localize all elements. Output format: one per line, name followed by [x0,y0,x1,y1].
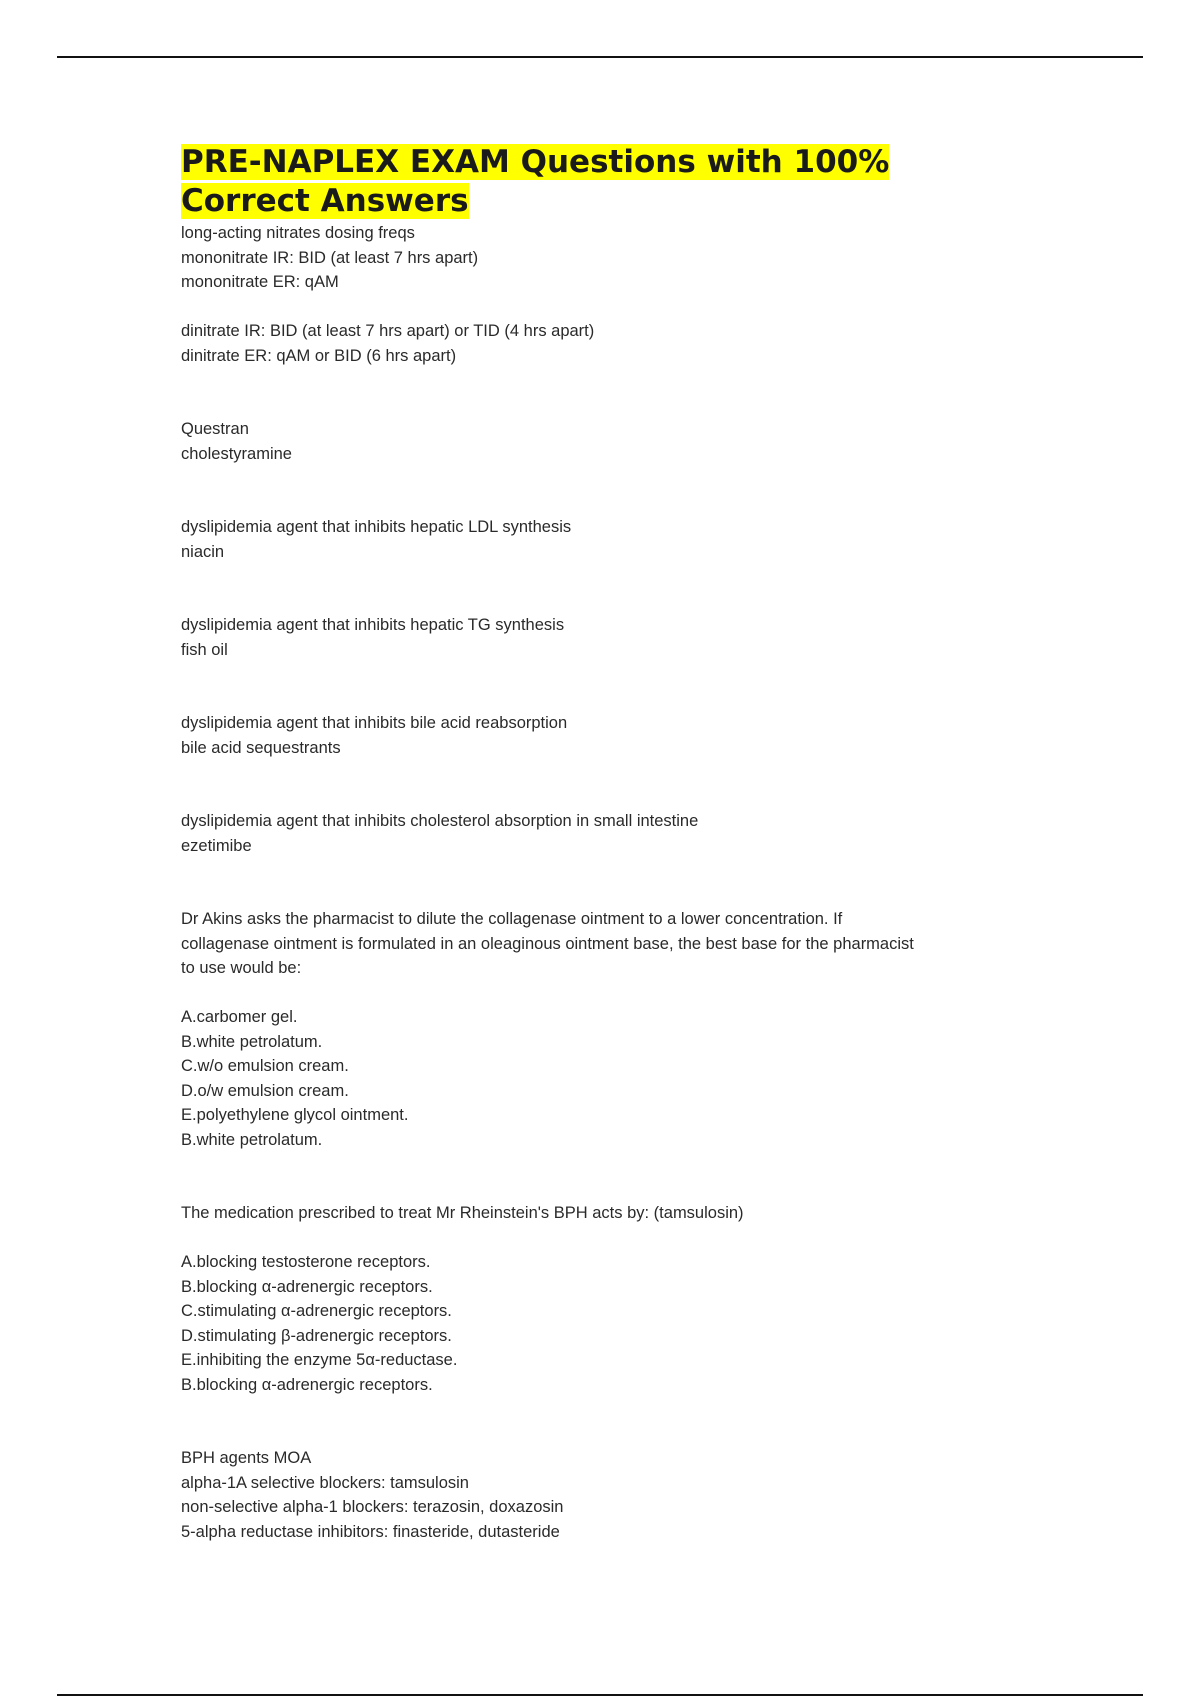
qa-item-questran [181,417,1021,466]
document-body [181,143,1021,1544]
answer-text: fish oil [181,640,228,659]
answer-text: dinitrate ER: qAM or BID (6 hrs apart) [181,346,457,365]
answer-text: ezetimibe [181,836,252,855]
answer-option: C.stimulating α-adrenergic receptors. [181,1302,452,1320]
qa-item-collagenase [181,907,1021,1152]
question-text: dyslipidemia agent that inhibits bile acid reabsorption [181,714,568,732]
answer-option: B.blocking α-adrenergic receptors. [181,1277,433,1296]
title-line-2: Correct Answers [181,183,469,219]
answer-option: A.blocking testosterone receptors. [181,1253,431,1271]
answer-option: E.inhibiting the enzyme 5α-reductase. [181,1351,458,1369]
qa-item-bph-moa [181,1446,1021,1544]
correct-answer: B.blocking α-adrenergic receptors. [181,1375,433,1394]
answer-text: niacin [181,542,225,561]
answer-text: mononitrate IR: BID (at least 7 hrs apart) [181,248,479,267]
answer-option: D.o/w emulsion cream. [181,1081,349,1100]
question-text: to use would be: [181,959,302,977]
answer-option: D.stimulating β-adrenergic receptors. [181,1326,452,1345]
question-text: Questran [181,420,249,438]
question-text: long-acting nitrates dosing freqs [181,224,415,242]
question-text: dyslipidemia agent that inhibits hepatic LDL synthesis [181,518,572,536]
answer-text: mononitrate ER: qAM [181,273,339,291]
answer-text: 5-alpha reductase inhibitors: finasteride, dutasteride [181,1522,560,1541]
qa-item-ldl [181,515,1021,564]
qa-item-nitrates [181,221,1021,368]
answer-text: non-selective alpha-1 blockers: terazosin, doxazosin [181,1498,564,1516]
answer-option: A.carbomer gel. [181,1008,298,1026]
answer-text: alpha-1A selective blockers: tamsulosin [181,1473,469,1492]
answer-option: C.w/o emulsion cream. [181,1057,349,1075]
question-text: Dr Akins asks the pharmacist to dilute the collagenase ointment to a lower concentration. If [181,910,843,928]
document-title [181,143,1021,221]
answer-text: dinitrate IR: BID (at least 7 hrs apart) or TID (4 hrs apart) [181,322,595,340]
answer-option: B.white petrolatum. [181,1032,323,1051]
qa-item-tg [181,613,1021,662]
title-line-1: PRE-NAPLEX EXAM Questions with 100% [181,144,890,180]
question-text: dyslipidemia agent that inhibits hepatic TG synthesis [181,616,565,634]
qa-item-cholesterol [181,809,1021,858]
question-text: collagenase ointment is formulated in an oleaginous ointment base, the best base for the pharmacist [181,934,914,953]
footer-rule [57,1694,1143,1696]
answer-text: bile acid sequestrants [181,738,341,757]
answer-option: E.polyethylene glycol ointment. [181,1106,409,1124]
question-text: BPH agents MOA [181,1449,312,1467]
answer-text: cholestyramine [181,444,292,463]
qa-item-bile-acid [181,711,1021,760]
question-text: dyslipidemia agent that inhibits cholesterol absorption in small intestine [181,812,699,830]
correct-answer: B.white petrolatum. [181,1130,323,1149]
qa-item-bph [181,1201,1021,1397]
header-rule [57,56,1143,58]
question-text: The medication prescribed to treat Mr Rheinstein's BPH acts by: (tamsulosin) [181,1204,744,1222]
